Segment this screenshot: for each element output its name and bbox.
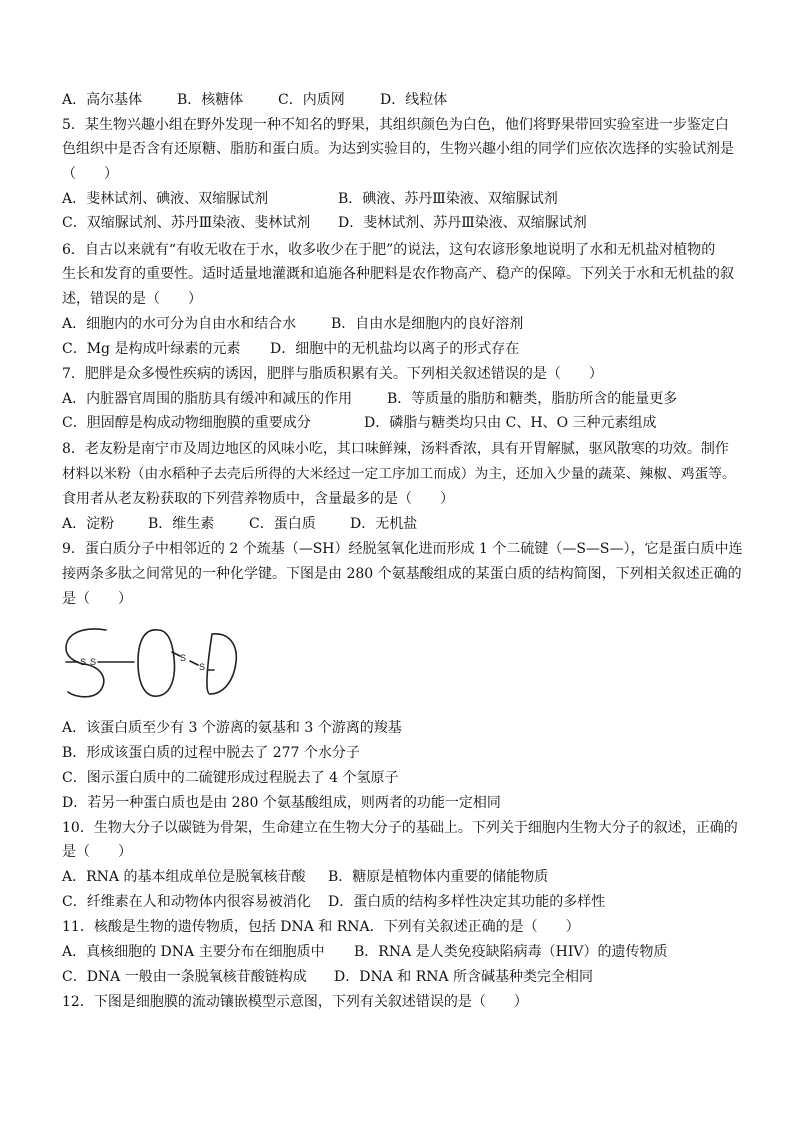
- q11-option-d: D．DNA 和 RNA 所含碱基种类完全相同: [334, 969, 594, 985]
- q6-option-d: D．细胞中的无机盐均以离子的形式存在: [270, 341, 520, 357]
- q4-option-b: B．核糖体: [177, 92, 244, 108]
- q11-option-c: C．DNA 一般由一条脱氧核苷酸链构成: [62, 969, 307, 985]
- sulfur-label-2: S: [90, 657, 97, 667]
- q7-option-b: B．等质量的脂肪和糖类，脂肪所含的能量更多: [387, 391, 678, 407]
- q5-stem-line-3: （ ）: [62, 166, 118, 182]
- sulfur-label-4: S: [199, 662, 206, 672]
- q10-option-a: A．RNA 的基本组成单位是脱氧核苷酸: [62, 869, 306, 885]
- q4-option-d: D．线粒体: [380, 92, 448, 108]
- q5-option-a: A．斐林试剂、碘液、双缩脲试剂: [62, 191, 269, 207]
- q10-option-b: B．糖原是植物体内重要的储能物质: [328, 869, 549, 885]
- polypeptide-chain-3: [207, 634, 236, 694]
- q9-option-b: B．形成该蛋白质的过程中脱去了 277 个水分子: [62, 745, 360, 761]
- q6-option-b: B．自由水是细胞内的良好溶剂: [331, 316, 524, 332]
- sulfur-label-1: S: [80, 657, 87, 667]
- q9-stem-line-2: 接两条多肽之间常见的一种化学键。下图是由 280 个氨基酸组成的某蛋白质的结构简图，下列相关叙述正确的: [62, 566, 742, 582]
- q11-stem: 11．核酸是生物的遗传物质，包括 DNA 和 RNA．下列有关叙述正确的是（ ）: [62, 919, 580, 935]
- q11-option-b: B．RNA 是人类免疫缺陷病毒（HIV）的遗传物质: [354, 944, 668, 960]
- q9-option-d: D．若另一种蛋白质也是由 280 个氨基酸组成，则两者的功能一定相同: [62, 795, 501, 811]
- q5-stem-line-2: 色组织中是否含有还原糖、脂肪和蛋白质。为达到实验目的，生物兴趣小组的同学们应依次选择的实验试剂是: [62, 141, 734, 157]
- q7-option-c: C．胆固醇是构成动物细胞膜的重要成分: [62, 415, 311, 431]
- q5-option-c: C．双缩脲试剂、苏丹Ⅲ染液、斐林试剂: [62, 215, 311, 231]
- polypeptide-chain-2: [138, 630, 174, 696]
- q6-stem-line-1: 6．自古以来就有“有收无收在于水，收多收少在于肥”的说法，这句农谚形象地说明了水和无机盐对植物的: [62, 242, 716, 258]
- q6-stem-line-3: 述，错误的是（ ）: [62, 291, 202, 307]
- q4-option-a: A．高尔基体: [62, 92, 143, 108]
- q9-option-a: A．该蛋白质至少有 3 个游离的氨基和 3 个游离的羧基: [62, 720, 402, 736]
- q5-option-d: D．斐林试剂、苏丹Ⅲ染液、双缩脲试剂: [338, 215, 587, 231]
- sulfur-label-3: S: [180, 653, 187, 663]
- q8-option-d: D．无机盐: [350, 516, 418, 532]
- q12-stem: 12．下图是细胞膜的流动镶嵌模型示意图，下列有关叙述错误的是（ ）: [62, 994, 528, 1010]
- q8-option-b: B．维生素: [148, 516, 215, 532]
- q8-stem-line-1: 8．老友粉是南宁市及周边地区的风味小吃，其口味鲜辣，汤料香浓，具有开胃解腻，驱风散寒的功效。制作: [62, 441, 729, 457]
- q6-stem-line-2: 生长和发育的重要性。适时适量地灌溉和追施各种肥料是农作物高产、稳产的保障。下列关于水和无机盐的叙: [62, 266, 734, 282]
- q10-option-c: C．纤维素在人和动物体内很容易被消化: [62, 894, 311, 910]
- q7-option-a: A．内脏器官周围的脂肪具有缓冲和减压的作用: [62, 391, 353, 407]
- protein-structure-diagram: [62, 620, 242, 704]
- q8-stem-line-3: 食用者从老友粉获取的下列营养物质中，含量最多的是（ ）: [62, 491, 454, 507]
- q9-option-c: C．图示蛋白质中的二硫键形成过程脱去了 4 个氢原子: [62, 770, 399, 786]
- q7-option-d: D．磷脂与糖类均只由 C、H、O 三种元素组成: [364, 415, 657, 431]
- q10-option-d: D．蛋白质的结构多样性决定其功能的多样性: [328, 894, 606, 910]
- q5-option-b: B．碘液、苏丹Ⅲ染液、双缩脲试剂: [338, 191, 558, 207]
- q6-option-c: C．Mg 是构成叶绿素的元素: [62, 341, 241, 357]
- q8-option-a: A．淀粉: [62, 516, 115, 532]
- q8-stem-line-2: 材料以米粉（由水稻种子去壳后所得的大米经过一定工序加工而成）为主，还加入少量的蔬菜、辣椒、鸡蛋等。: [62, 466, 736, 482]
- q6-option-a: A．细胞内的水可分为自由水和结合水: [62, 316, 297, 332]
- q5-stem-line-1: 5．某生物兴趣小组在野外发现一种不知名的野果，其组织颜色为白色，他们将野果带回实验室进一步鉴定白: [62, 117, 729, 133]
- q8-option-c: C．蛋白质: [249, 516, 316, 532]
- q7-stem: 7．肥胖是众多慢性疾病的诱因，肥胖与脂质积累有关。下列相关叙述错误的是（ ）: [62, 366, 603, 382]
- q9-stem-line-3: 是（ ）: [62, 591, 132, 607]
- q11-option-a: A．真核细胞的 DNA 主要分布在细胞质中: [62, 944, 325, 960]
- q9-stem-line-1: 9．蛋白质分子中相邻近的 2 个巯基（—SH）经脱氢氧化进而形成 1 个二硫键（—S—S—），它是蛋白质中连: [62, 541, 743, 557]
- q10-stem-line-1: 10．生物大分子以碳链为骨架，生命建立在生物大分子的基础上。下列关于细胞内生物大分子的叙述，正确的: [62, 820, 738, 836]
- q10-stem-line-2: 是（ ）: [62, 844, 132, 860]
- q4-option-c: C．内质网: [278, 92, 345, 108]
